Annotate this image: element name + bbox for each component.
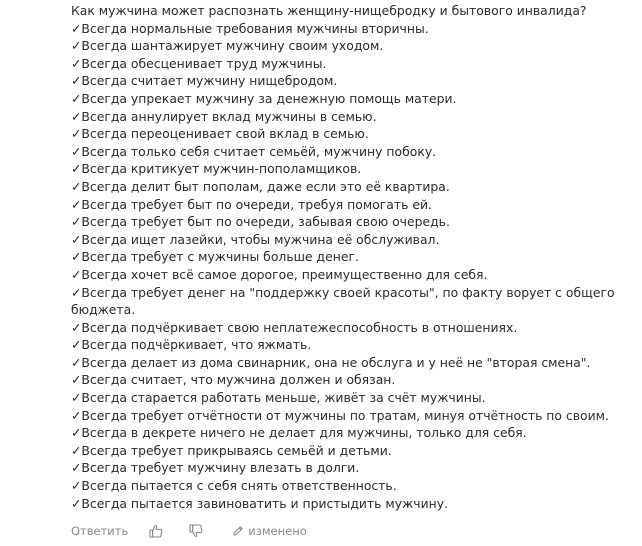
checklist-item — [71, 196, 636, 214]
pencil-icon — [232, 525, 244, 537]
checklist-item — [71, 284, 636, 319]
thumbs-down-icon — [189, 524, 203, 538]
checklist-item-text: Всегда переоценивает свой вклад в семью. — [81, 126, 369, 142]
checklist-item-text: Всегда только себя считает семьёй, мужчину побоку. — [81, 143, 437, 159]
thumbs-up-icon — [149, 524, 163, 538]
edited-indicator — [232, 524, 307, 538]
checklist-item — [71, 407, 636, 425]
checklist-item-text: Всегда критикует мужчин-пополамщиков. — [81, 161, 362, 177]
checkmark-icon: ✓ — [71, 354, 82, 370]
checklist-item-text: Всегда пытается завиноватить и пристыдить мужчину. — [81, 495, 449, 511]
dislike-button[interactable] — [188, 523, 204, 539]
checkmark-icon: ✓ — [71, 161, 82, 177]
checklist-item-text: Всегда упрекает мужчину за денежную помощь матери. — [81, 90, 457, 106]
checklist-item — [71, 424, 636, 442]
checklist-item-text: Всегда старается работать меньше, живёт за счёт мужчины. — [81, 390, 486, 406]
checklist-item-text: Всегда в декрете ничего не делает для мужчины, только для себя. — [81, 425, 527, 441]
checklist-item — [71, 248, 636, 266]
checklist-item-text: Всегда требует денег на "поддержку своей красоты", по факту ворует с общего бюджета. — [71, 284, 615, 318]
checkmark-icon: ✓ — [71, 55, 82, 71]
checklist-item — [71, 231, 636, 249]
comment — [71, 2, 636, 512]
checklist-item — [71, 319, 636, 337]
checklist-item-text: Всегда нормальные требования мужчины вторичны. — [81, 20, 429, 36]
checklist-item-text: Всегда требует мужчину влезать в долги. — [81, 460, 360, 476]
checkmark-icon: ✓ — [71, 319, 82, 335]
checklist-item — [71, 90, 636, 108]
checklist-item — [71, 143, 636, 161]
checklist-item — [71, 213, 636, 231]
checkmark-icon: ✓ — [71, 442, 82, 458]
checklist-item-text: Всегда требует быт по очереди, забывая свою очередь. — [81, 214, 450, 230]
checklist-item — [71, 178, 636, 196]
checkmark-icon: ✓ — [71, 407, 82, 423]
checklist-item — [71, 108, 636, 126]
checkmark-icon: ✓ — [71, 478, 82, 494]
checkmark-icon: ✓ — [71, 196, 82, 212]
checklist-item — [71, 495, 636, 513]
checkmark-icon: ✓ — [71, 284, 82, 300]
checkmark-icon: ✓ — [71, 390, 82, 406]
checklist-item — [71, 389, 636, 407]
checklist-item — [71, 125, 636, 143]
checkmark-icon: ✓ — [71, 73, 82, 89]
like-button[interactable] — [148, 523, 164, 539]
checklist — [71, 20, 636, 513]
checklist-item-text: Всегда ищет лазейки, чтобы мужчина её обслуживал. — [81, 231, 440, 247]
checkmark-icon: ✓ — [71, 231, 82, 247]
checkmark-icon: ✓ — [71, 460, 82, 476]
checkmark-icon: ✓ — [71, 178, 82, 194]
checklist-item-text: Всегда считает, что мужчина должен и обязан. — [81, 372, 396, 388]
comment-title: Как мужчина может распознать женщину-нищебродку и бытового инвалида? — [71, 3, 587, 18]
checkmark-icon: ✓ — [71, 126, 82, 142]
checkmark-icon: ✓ — [71, 266, 82, 282]
checkmark-icon: ✓ — [71, 20, 82, 36]
checkmark-icon: ✓ — [71, 372, 82, 388]
checkmark-icon: ✓ — [71, 214, 82, 230]
checklist-item — [71, 55, 636, 73]
checklist-item — [71, 477, 636, 495]
checkmark-icon: ✓ — [71, 425, 82, 441]
comment-body — [71, 2, 636, 512]
checklist-item-text: Всегда пытается с себя снять ответственность. — [81, 478, 397, 494]
checkmark-icon: ✓ — [71, 249, 82, 265]
checklist-item-text: Всегда требует прикрываясь семьёй и детьми. — [81, 442, 392, 458]
edited-label: изменено — [248, 524, 307, 538]
checkmark-icon: ✓ — [71, 108, 82, 124]
checklist-item — [71, 336, 636, 354]
reply-button[interactable]: Ответить — [71, 524, 129, 538]
checklist-item — [71, 160, 636, 178]
checklist-item-text: Всегда аннулирует вклад мужчины в семью. — [81, 108, 377, 124]
checklist-item-text: Всегда подчёркивает, что яжмать. — [81, 337, 312, 353]
checklist-item — [71, 459, 636, 477]
checklist-item-text: Всегда требует отчётности от мужчины по тратам, минуя отчётность по своим. — [81, 407, 609, 423]
checklist-item-text: Всегда шантажирует мужчину своим уходом. — [81, 38, 384, 54]
checkmark-icon: ✓ — [71, 495, 82, 511]
checklist-item-text: Всегда считает мужчину нищебродом. — [81, 73, 338, 89]
checklist-item-text: Всегда делает из дома свинарник, она не обслуга и у неё не "вторая смена". — [81, 354, 591, 370]
checklist-item — [71, 20, 636, 38]
checklist-item-text: Всегда хочет всё самое дорогое, преимущественно для себя. — [81, 266, 488, 282]
checklist-item — [71, 354, 636, 372]
checklist-item — [71, 37, 636, 55]
checklist-item-text: Всегда делит быт пополам, даже если это её квартира. — [81, 178, 450, 194]
checklist-item-text: Всегда подчёркивает свою неплатежеспособность в отношениях. — [81, 319, 518, 335]
checkmark-icon: ✓ — [71, 90, 82, 106]
checklist-item — [71, 266, 636, 284]
checklist-item — [71, 72, 636, 90]
checkmark-icon: ✓ — [71, 38, 82, 54]
checklist-item-text: Всегда обесценивает труд мужчины. — [81, 55, 327, 71]
checklist-item-text: Всегда требует с мужчины больше денег. — [81, 249, 359, 265]
checklist-item — [71, 371, 636, 389]
comment-actions — [71, 522, 307, 540]
checkmark-icon: ✓ — [71, 143, 82, 159]
checklist-item-text: Всегда требует быт по очереди, требуя помогать ей. — [81, 196, 432, 212]
checkmark-icon: ✓ — [71, 337, 82, 353]
checklist-item — [71, 442, 636, 460]
